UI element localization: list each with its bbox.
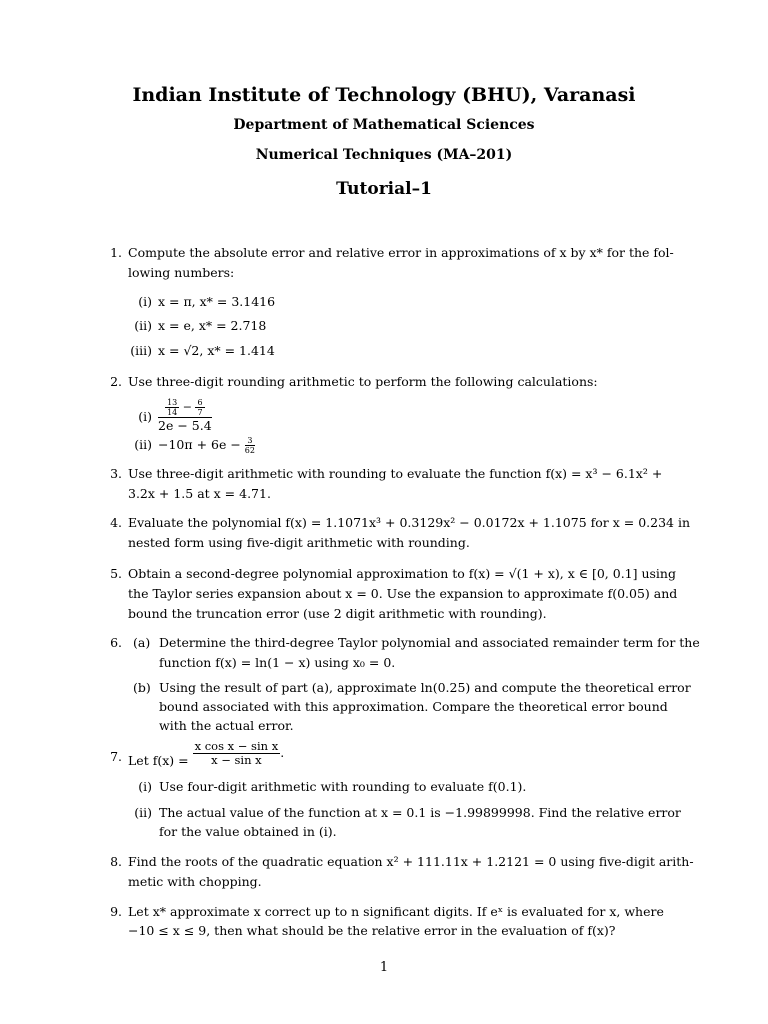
q2-number: 2. [110,374,122,389]
q7-i-text: Use four-digit arithmetic with rounding to evaluate f(0.1). [159,779,527,794]
q6-number: 6. [110,635,122,650]
q1-line1: Compute the absolute error and relative error in approximations of x by x* for the fol- [128,245,674,260]
q2-i-denominator: 2e − 5.4 [158,418,212,433]
q1-ii-text: x = e, x* = 2.718 [158,318,267,333]
q1-iii-label: (iii) [130,343,152,358]
q7-ii-line2: for the value obtained in (i). [159,824,337,839]
q1-number: 1. [110,245,122,260]
q2-frac-6-7: $\frac{6}{7}$ [197,398,203,417]
q6-a-line2: function f(x) = ln(1 − x) using x₀ = 0. [159,655,396,670]
q3-line2: 3.2x + 1.5 at x = 4.71. [128,486,271,501]
q6-a-label: (a) [133,635,151,650]
q5-line2: the Taylor series expansion about x = 0. Use the expansion to approximate f(0.05) and [128,586,678,601]
page-number: 1 [379,960,389,975]
department-name: Department of Mathematical Sciences [233,117,535,133]
tutorial-title: Tutorial–1 [336,179,432,199]
q7-ii-label: (ii) [134,805,152,820]
q2-ii-label: (ii) [134,437,152,452]
q8-line2: metic with chopping. [128,874,262,889]
q4-number: 4. [110,515,122,530]
q6-b-label: (b) [133,680,151,695]
q6-b-line1: Using the result of part (a), approximate ln(0.25) and compute the theoretical error [159,680,691,695]
q2-i-expression [158,398,212,433]
q5-line3: bound the truncation error (use 2 digit arithmetic with rounding). [128,606,547,621]
q9-line2: −10 ≤ x ≤ 9, then what should be the relative error in the evaluation of f(x)? [128,923,616,938]
q2-frac-13-14: $\frac{13}{14}$ [167,398,178,417]
q7-i-label: (i) [138,779,152,794]
institute-title: Indian Institute of Technology (BHU), Varanasi [132,84,636,106]
q7-number: 7. [110,749,122,764]
q1-iii-text: x = √2, x* = 1.414 [158,343,275,358]
q6-b-line3: with the actual error. [159,718,294,733]
q2-i-label: (i) [138,409,152,424]
q1-i-label: (i) [138,294,152,309]
q2-i-fraction [158,398,212,433]
q2-line1: Use three-digit rounding arithmetic to perform the following calculations: [128,374,598,389]
q5-number: 5. [110,566,122,581]
q2-i-numerator: $\frac{13}{14}$ − $\frac{6}{7}$ [158,398,212,418]
q7-ii-line1: The actual value of the function at x = 0.1 is −1.99899998. Find the relative error [159,805,681,820]
q3-number: 3. [110,466,122,481]
q1-line2: lowing numbers: [128,265,235,280]
q2-frac-3-62: $\frac{3}{62}$ [244,436,255,455]
q3-line1: Use three-digit arithmetic with rounding to evaluate the function f(x) = x³ − 6.1x² + [128,466,663,481]
q7-fraction: $\frac{\text{x cos x − sin x}}{\text{x − sin x}}$ [194,739,279,767]
q2-ii-expression: −10π + 6e − $\frac{3}{62}$ [158,436,255,455]
q8-line1: Find the roots of the quadratic equation x² + 111.11x + 1.2121 = 0 using five-digit arith- [128,854,694,869]
q5-line1: Obtain a second-degree polynomial approximation to f(x) = √(1 + x), x ∈ [0, 0.1] using [128,566,676,581]
q6-b-line2: bound associated with this approximation. Compare the theoretical error bound [159,699,668,714]
q9-number: 9. [110,904,122,919]
q1-ii-label: (ii) [134,318,152,333]
q9-line1: Let x* approximate x correct up to n significant digits. If eˣ is evaluated for x, where [128,904,664,919]
q1-i-text: x = π, x* = 3.1416 [158,294,276,309]
q4-line1: Evaluate the polynomial f(x) = 1.1071x³ + 0.3129x² − 0.0172x + 1.1075 for x = 0.234 in [128,515,690,530]
q6-a-line1: Determine the third-degree Taylor polynomial and associated remainder term for the [159,635,700,650]
q4-line2: nested form using five-digit arithmetic with rounding. [128,535,470,550]
course-name: Numerical Techniques (MA–201) [255,147,513,163]
q7-definition: Let f(x) = $\frac{\text{x cos x − sin x}}{\text{x − sin x}}$ . [128,739,285,768]
q8-number: 8. [110,854,122,869]
